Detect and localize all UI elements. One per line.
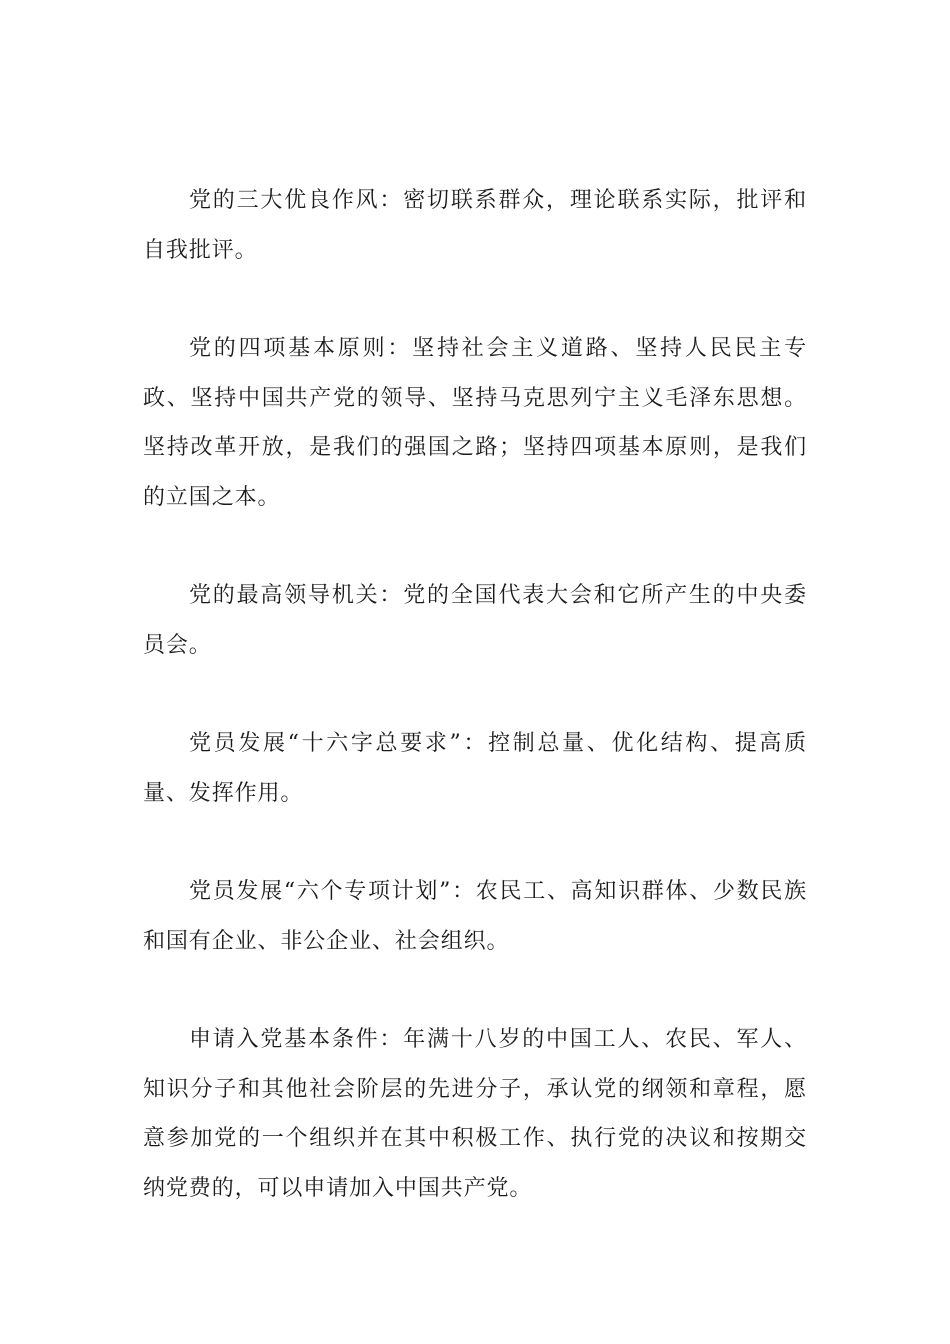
paragraph-spacer [143,522,807,571]
paragraph-highest-authority: 党的最高领导机关：党的全国代表大会和它所产生的中央委员会。 [143,583,807,658]
paragraph-four-principles: 党的四项基本原则：坚持社会主义道路、坚持人民民主专政、坚持中国共产党的领导、坚持马克思列宁主义毛泽东思想。坚持改革开放，是我们的强国之路；坚持四项基本原则，是我们的立国之本。 [143,336,807,510]
paragraph-spacer [143,966,807,1015]
paragraph-spacer [143,275,807,324]
paragraph-six-plans: 党员发展“六个专项计划”：农民工、高知识群体、少数民族和国有企业、非公企业、社会组织。 [143,879,807,954]
paragraph-three-styles: 党的三大优良作风：密切联系群众，理论联系实际，批评和自我批评。 [143,188,807,263]
paragraph-sixteen-characters: 党员发展“十六字总要求”：控制总量、优化结构、提高质量、发挥作用。 [143,731,807,806]
paragraph-spacer [143,818,807,867]
paragraph-membership-conditions: 申请入党基本条件：年满十八岁的中国工人、农民、军人、知识分子和其他社会阶层的先进分子，承认党的纲领和章程，愿意参加党的一个组织并在其中积极工作、执行党的决议和按期交纳党费的，可以申请加入中国共产党。 [143,1027,807,1201]
document-body [143,176,807,1213]
paragraph-spacer [143,670,807,719]
